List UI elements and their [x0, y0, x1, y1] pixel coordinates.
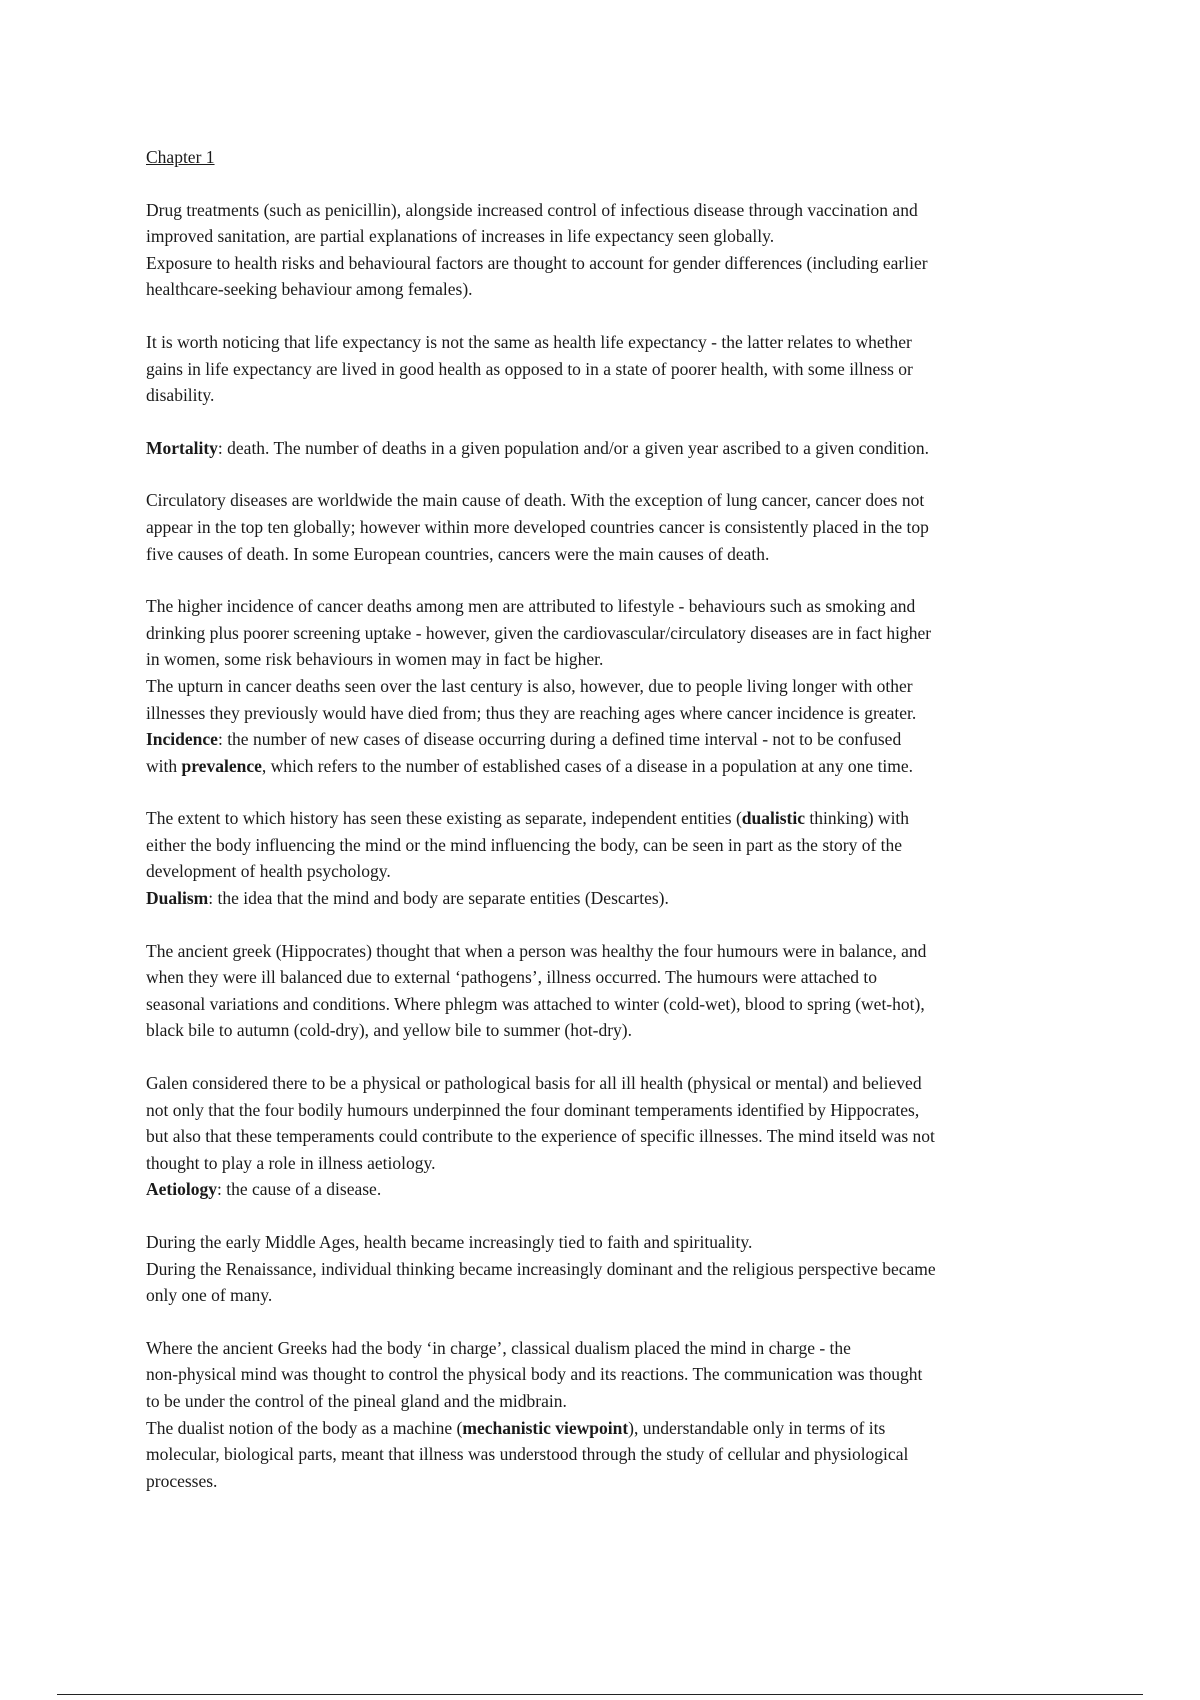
text-line: in women, some risk behaviours in women may in fact be higher.: [146, 649, 604, 670]
text-line: The higher incidence of cancer deaths among men are attributed to lifestyle - behaviours such as smoking and: [146, 596, 916, 617]
text-line: [146, 1176, 1066, 1203]
text-fragment: with: [146, 755, 182, 776]
term-mortality: Mortality: [146, 437, 218, 458]
text-line: non-physical mind was thought to control the physical body and its reactions. The communication was thought: [146, 1364, 923, 1385]
text-fragment: ), understandable only in terms of its: [628, 1417, 886, 1438]
text-line: Where the ancient Greeks had the body ‘in charge’, classical dualism placed the mind in charge - the: [146, 1337, 851, 1358]
text-line: During the Renaissance, individual thinking became increasingly dominant and the religious perspective became: [146, 1258, 936, 1279]
term-aetiology: Aetiology: [146, 1179, 217, 1200]
term-dualism: Dualism: [146, 888, 209, 909]
paragraph-cancer-incidence: [146, 593, 1066, 779]
paragraph-mortality-definition: [146, 435, 1066, 462]
text-line: only one of many.: [146, 1285, 273, 1306]
term-mechanistic-viewpoint: mechanistic viewpoint: [462, 1417, 629, 1438]
document-page: [146, 144, 1066, 1520]
text-line: gains in life expectancy are lived in good health as opposed to in a state of poorer health, with some illness or: [146, 358, 913, 379]
paragraph-life-expectancy: [146, 197, 1066, 303]
text-line: disability.: [146, 385, 215, 406]
term-incidence: Incidence: [146, 729, 218, 750]
term-dualistic: dualistic: [741, 808, 806, 829]
text-line: processes.: [146, 1470, 218, 1491]
text-line: black bile to autumn (cold-dry), and yellow bile to summer (hot-dry).: [146, 1020, 632, 1041]
text-line: thought to play a role in illness aetiology.: [146, 1152, 436, 1173]
text-line: [146, 805, 1066, 832]
text-line: Exposure to health risks and behavioural factors are thought to account for gender differences (including earlier: [146, 252, 928, 273]
paragraph-galen: [146, 1070, 1066, 1203]
text-line: Circulatory diseases are worldwide the main cause of death. With the exception of lung cancer, cancer does not: [146, 490, 925, 511]
paragraph-middle-ages: [146, 1229, 1066, 1309]
text-line: [146, 885, 1066, 912]
text-line: healthcare-seeking behaviour among females).: [146, 279, 473, 300]
text-line: [146, 435, 1066, 462]
definition-text: : the number of new cases of disease occurring during a defined time interval - not to be confused: [217, 729, 902, 750]
text-line: During the early Middle Ages, health became increasingly tied to faith and spirituality.: [146, 1232, 753, 1252]
text-line: but also that these temperaments could contribute to the experience of specific illnesses. The mind itseld was not: [146, 1126, 935, 1147]
term-prevalence: prevalence: [181, 755, 262, 776]
text-line: molecular, biological parts, meant that illness was understood through the study of cellular and physiological: [146, 1444, 909, 1465]
text-fragment: thinking) with: [805, 808, 910, 829]
chapter-title: Chapter 1: [146, 147, 215, 167]
text-line: to be under the control of the pineal gland and the midbrain.: [146, 1390, 567, 1411]
text-line: drinking plus poorer screening uptake - however, given the cardiovascular/circulatory diseases are in fact higher: [146, 622, 932, 643]
paragraph-classical-dualism: [146, 1335, 1066, 1495]
text-line: not only that the four bodily humours underpinned the four dominant temperaments identified by Hippocrates,: [146, 1099, 920, 1120]
definition-text: , which refers to the number of established cases of a disease in a population at any one time.: [261, 755, 914, 776]
text-line: [146, 726, 1066, 753]
definition-text: : death. The number of deaths in a given population and/or a given year ascribed to a given condition.: [217, 437, 930, 458]
text-line: either the body influencing the mind or the mind influencing the body, can be seen in part as the story of the: [146, 834, 903, 855]
paragraph-circulatory-diseases: [146, 487, 1066, 567]
text-line: illnesses they previously would have died from; thus they are reaching ages where cancer incidence is greater.: [146, 702, 917, 723]
text-line: It is worth noticing that life expectancy is not the same as health life expectancy - the latter relates to whether: [146, 331, 912, 352]
text-line: when they were ill balanced due to external ‘pathogens’, illness occurred. The humours were attached to: [146, 967, 878, 988]
paragraph-dualism: [146, 805, 1066, 911]
text-line: development of health psychology.: [146, 861, 391, 882]
paragraph-health-life-expectancy: [146, 329, 1066, 409]
text-line: The upturn in cancer deaths seen over the last century is also, however, due to people living longer with other: [146, 675, 913, 696]
definition-text: : the idea that the mind and body are separate entities (Descartes).: [208, 888, 669, 909]
text-line: five causes of death. In some European countries, cancers were the main causes of death.: [146, 543, 770, 564]
text-line: [146, 753, 1066, 780]
page-bottom-rule: [57, 1694, 1143, 1695]
paragraph-hippocrates-humours: [146, 938, 1066, 1044]
text-line: improved sanitation, are partial explanations of increases in life expectancy seen globally.: [146, 226, 775, 247]
text-line: The ancient greek (Hippocrates) thought that when a person was healthy the four humours were in balance, and: [146, 940, 927, 961]
definition-text: : the cause of a disease.: [216, 1179, 382, 1200]
text-line: seasonal variations and conditions. Where phlegm was attached to winter (cold-wet), blood to spring (wet-hot),: [146, 993, 925, 1014]
text-line: [146, 1415, 1066, 1442]
text-line: Drug treatments (such as penicillin), alongside increased control of infectious disease through vaccination and: [146, 199, 918, 220]
text-fragment: The extent to which history has seen these existing as separate, independent entities (: [146, 808, 742, 829]
text-line: appear in the top ten globally; however within more developed countries cancer is consistently placed in the top: [146, 516, 929, 537]
text-line: Galen considered there to be a physical or pathological basis for all ill health (physical or mental) and believed: [146, 1073, 922, 1094]
text-fragment: The dualist notion of the body as a machine (: [146, 1417, 463, 1438]
